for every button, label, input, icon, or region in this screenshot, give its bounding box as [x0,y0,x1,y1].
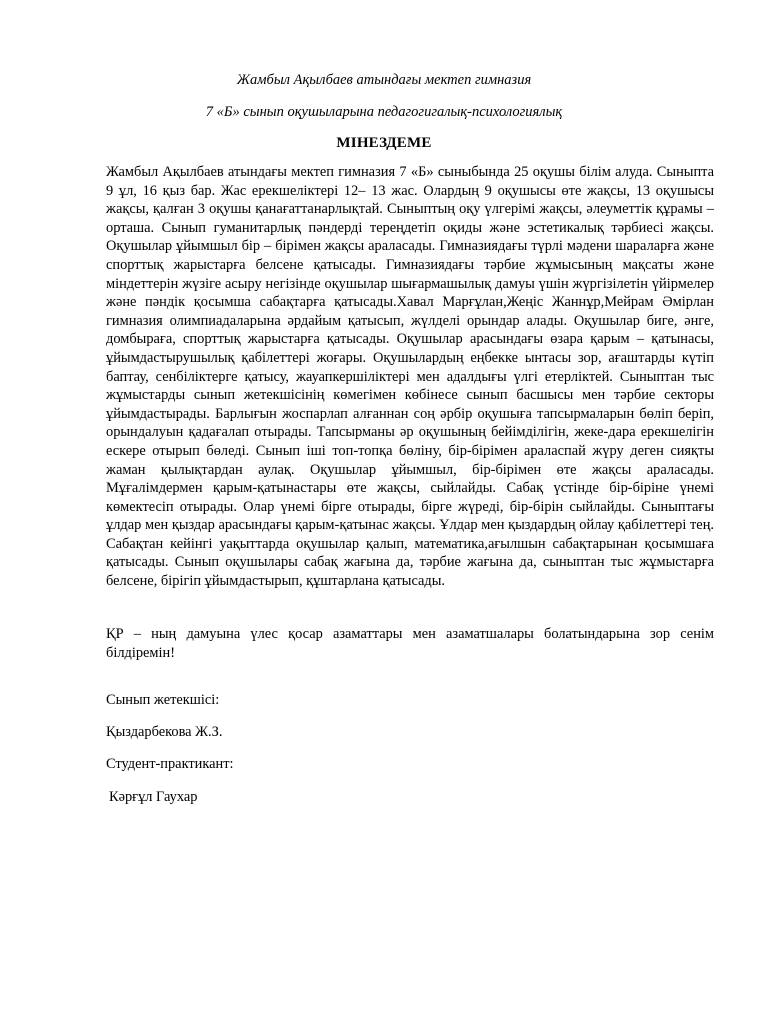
class-teacher-name: Қыздарбекова Ж.З. [106,724,223,740]
document-subtitle: 7 «Б» сынып оқушыларына педагогигалық-психологиялық [205,104,563,120]
school-name-line: Жамбыл Ақылбаев атындағы мектеп гимназия [236,72,532,88]
student-trainee-label: Студент-практикант: [106,756,234,772]
class-teacher-label: Сынып жетекшісі: [106,692,220,708]
closing-paragraph: ҚР – ның дамуына үлес қосар азаматтары мен азаматшалары болатындарына зор сенім білдіремін! [106,626,714,661]
document-title: МІНЕЗДЕМЕ [336,135,432,151]
student-trainee-name: Кәрғұл Гаухар [109,789,198,805]
characteristic-body-paragraph: Жамбыл Ақылбаев атындағы мектеп гимназия 7 «Б» сыныбында 25 оқушы білім алуда. Сыныпта 9 ұл, 16 қыз бар. Жас ерекшеліктері 12– 13 жас. Олардың 9 оқушысы өте жақсы, 13 оқушысы жақсы, қалған 3 оқушы қанағаттанарлықтай. Сыныптың оқу үлгерімі жақсы, әлеуметтік құрамы – орташа. Сынып гуманитарлық пәндерді тереңдетіп оқиды және эстетикалық тәрбиесі жақсы. Оқушылар ұйымшыл бір – бірімен жақсы араласады. Гимназиядағы түрлі мәдени шараларға және спорттық жарыстарға белсене қатысады. Гимназиядағы тәрбие жұмысының мақсаты және міндеттерін жүзіге асыру негізінде оқушылар шығармашылық дамуы үшін жүргізілетін үйірмелер және пәндік қосымша сабақтарға қатысады.Хавал Марғұлан,Жеңіс Жаннұр,Мейрам Әмірлан гимназия олимпиадаларына әрдайым қатысып, жүлделі орындар алады. Оқушылар биге, әнге, домбыраға, спорттық жарыстарға қатысады. Оқушылар арасындағы өзара қарым – қатынасы, ұйымдастырушылық қабілеттері жоғары. Оқушылардың еңбекке ынтасы зор, ағаштарды күтіп баптау, сенбіліктерге қатысу, жауапкершіліктері мен адалдығы үлгі етерліктей. Сыныптан тыс жұмыстарды сынып жетекшісінің көмегімен көбінесе сынып басшысы мен тәрбие секторы ұйымдастырады. Барлығын жоспарлап алғаннан соң әрбір оқушыға тапсырмаларын бөліп беріп, орындалуын қадағалап отырады. Тапсырманы әр оқушының бейімділігін, жеке-дара ерекшелігін ескере отырып бөледі. Сынып іші топ-топқа бөліну, бір-бірімен араласпай жүру деген сияқты жаман қылықтардан аулақ. Оқушылар ұйымшыл, бір-бірімен өте жақсы араласады. Мұғалімдермен қарым-қатынастары өте жақсы, сыйлайды. Сабақ үстінде бір-біріне үнемі көмектесіп отырады. Олар үнемі бірге отырады, бірге жүреді, бір-бірін сыйлайды. Сыныптағы ұлдар мен қыздар арасындағы қарым-қатынас жақсы. Ұлдар мен қыздардың ойлау қабілеттері тең. Сабақтан кейінгі уақыттарда оқушылар қалып, математика,ағылшын сабақтарынан қосымшаға қатысады. Сынып оқушылары сабақ жағына да, тәрбие жағына да, сыныптан тыс жұмыстарға белсене, бірігіп ұйымдастырып, құштарлана қатысады. [106,164,714,590]
